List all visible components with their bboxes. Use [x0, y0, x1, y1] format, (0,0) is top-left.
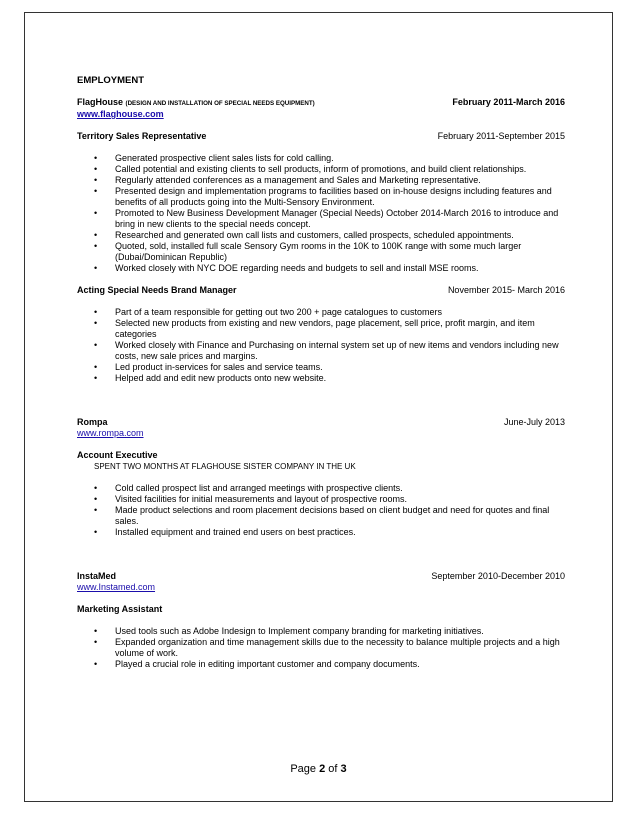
list-item: • Regularly attended conferences as a management and Sales and Marketing representative. — [77, 175, 565, 186]
role-note: SPENT TWO MONTHS AT FLAGHOUSE SISTER COMPANY IN THE UK — [94, 462, 356, 471]
list-item: • Generated prospective client sales lists for cold calling. — [77, 153, 565, 164]
list-item: • Researched and generated own call lists and customers, called prospects, scheduled appointments. — [77, 230, 565, 241]
company-name: InstaMed — [77, 571, 117, 581]
list-item: • Cold called prospect list and arranged meetings with prospective clients. — [77, 483, 565, 494]
total-page-count: 3 — [340, 763, 347, 775]
role-title: Marketing Assistant — [77, 604, 163, 614]
document-page — [24, 12, 613, 802]
role-header — [77, 285, 565, 296]
job-dates: September 2010-December 2010 — [431, 571, 565, 581]
company-name: FlagHouse — [77, 97, 124, 107]
bullet-list — [77, 307, 565, 384]
list-item: • Led product in-services for sales and service teams. — [77, 362, 565, 373]
bullet-list — [77, 626, 565, 670]
section-title: EMPLOYMENT — [77, 75, 145, 86]
list-item: • Helped add and edit new products onto new website. — [77, 373, 565, 384]
job-instamed — [77, 571, 565, 670]
list-item: • Expanded organization and time management skills due to the necessity to balance multiple projects and a high volume of work. — [77, 637, 565, 659]
company-link[interactable]: www.Instamed.com — [77, 582, 156, 592]
company-link[interactable]: www.flaghouse.com — [77, 109, 164, 119]
list-item: • Selected new products from existing and new vendors, page placement, sell price, profit margin, and item categories — [77, 318, 565, 340]
list-item: • Made product selections and room placement decisions based on client budget and need for quotes and final sales. — [77, 505, 565, 527]
role-title: Account Executive — [77, 450, 158, 460]
page-footer: Page 2 of 3 — [290, 763, 347, 775]
role-title: Territory Sales Representative — [77, 131, 207, 141]
current-page-number: 2 — [319, 763, 326, 775]
list-item: • Played a crucial role in editing important customer and company documents. — [77, 659, 565, 670]
list-item: • Used tools such as Adobe Indesign to Implement company branding for marketing initiatives. — [77, 626, 565, 637]
list-item: • Installed equipment and trained end users on best practices. — [77, 527, 565, 538]
role-title: Acting Special Needs Brand Manager — [77, 285, 237, 295]
bullet-list — [77, 153, 565, 274]
company-link[interactable]: www.rompa.com — [77, 428, 144, 438]
role-dates: February 2011-September 2015 — [437, 131, 565, 141]
job-header — [77, 417, 565, 428]
job-header — [77, 97, 565, 109]
job-header — [77, 571, 565, 582]
list-item: • Visited facilities for initial measurements and layout of prospective rooms. — [77, 494, 565, 505]
role-dates: November 2015- March 2016 — [447, 285, 565, 295]
list-item: • Called potential and existing clients to sell products, inform of promotions, and build client relationships. — [77, 164, 565, 175]
resume-content — [77, 75, 565, 670]
list-item: • Promoted to New Business Development Manager (Special Needs) October 2014-March 2016 to introduce and bring in new clients to the special needs concept. — [77, 208, 565, 230]
list-item: • Presented design and implementation programs to facilities based on in-house designs including features and benefits of all products going into the Multi-Sensory Environment. — [77, 186, 565, 208]
list-item: • Quoted, sold, installed full scale Sensory Gym rooms in the 10K to 100K range with some much larger (Dubai/Dominican Republic) — [77, 241, 565, 263]
job-rompa — [77, 417, 565, 538]
bullet-list — [77, 483, 565, 538]
role-header — [77, 131, 565, 142]
company-name: Rompa — [77, 417, 108, 427]
list-item: • Worked closely with Finance and Purchasing on internal system set up of new items and vendors including new costs, new sale prices and margins. — [77, 340, 565, 362]
list-item: • Worked closely with NYC DOE regarding needs and budgets to sell and install MSE rooms. — [77, 263, 565, 274]
list-item: • Part of a team responsible for getting out two 200 + page catalogues to customers — [77, 307, 565, 318]
job-dates: February 2011-March 2016 — [452, 97, 565, 107]
job-dates: June-July 2013 — [503, 417, 565, 427]
company-description: (DESIGN AND INSTALLATION OF SPECIAL NEEDS EQUIPMENT) — [125, 100, 315, 107]
job-flaghouse — [77, 97, 565, 384]
